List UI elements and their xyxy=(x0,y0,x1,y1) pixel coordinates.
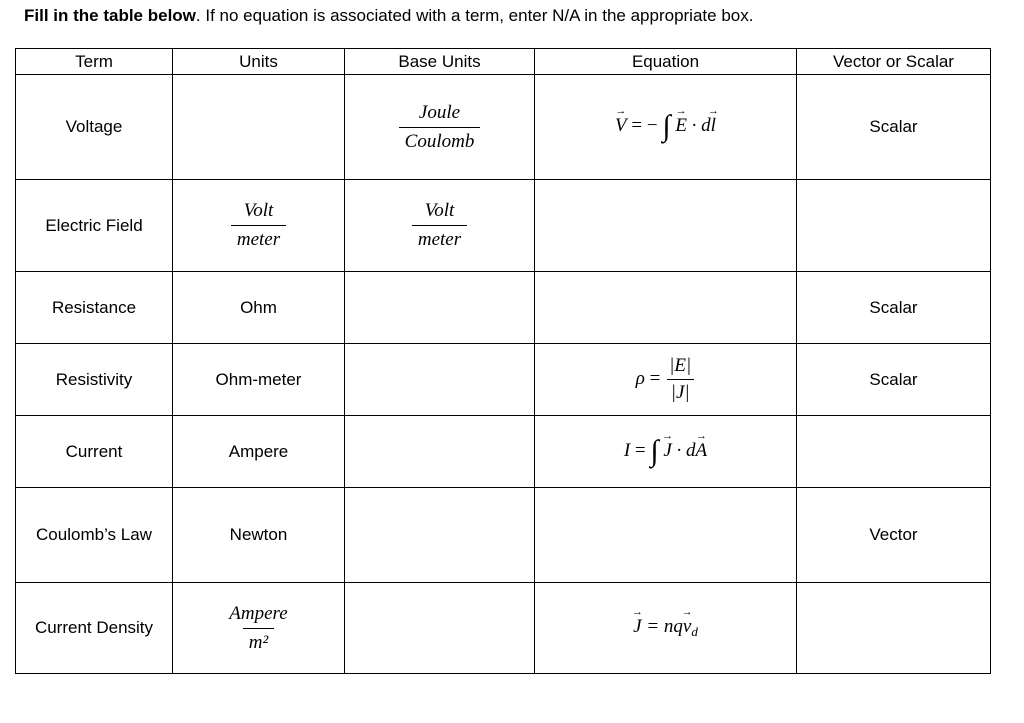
table-row xyxy=(16,583,991,674)
units-cell[interactable] xyxy=(173,583,345,674)
equation-cell[interactable] xyxy=(535,488,797,583)
table-row xyxy=(16,344,991,416)
base-units-cell[interactable] xyxy=(345,344,535,416)
dot-d: · d xyxy=(671,439,696,461)
equals-nq: = nq xyxy=(646,616,683,637)
fraction-denominator: meter xyxy=(412,225,467,251)
dot-d: · d xyxy=(686,115,711,137)
fraction-denominator: |J| xyxy=(667,379,694,404)
vector-j: J → xyxy=(663,440,671,462)
base-units-fraction xyxy=(399,102,481,153)
current-density-equation xyxy=(633,616,698,637)
fraction-denominator: Coulomb xyxy=(399,127,481,153)
term-cell: Current Density xyxy=(16,583,173,674)
equation-cell[interactable] xyxy=(535,75,797,180)
physics-table xyxy=(15,48,991,674)
base-units-cell[interactable] xyxy=(345,583,535,674)
table-row xyxy=(16,180,991,272)
base-units-cell[interactable] xyxy=(345,180,535,272)
vector-v: v → xyxy=(683,616,691,638)
base-units-cell[interactable] xyxy=(345,416,535,488)
rho-symbol: ρ xyxy=(635,367,645,389)
units-cell[interactable]: Newton xyxy=(173,488,345,583)
header-base-units: Base Units xyxy=(345,49,535,75)
base-units-cell[interactable] xyxy=(345,75,535,180)
fraction-numerator: Volt xyxy=(424,200,455,221)
type-cell[interactable]: Vector xyxy=(797,488,991,583)
base-units-fraction xyxy=(412,200,467,251)
fraction-numerator: |E| xyxy=(669,355,692,376)
equation-cell[interactable] xyxy=(535,416,797,488)
instruction-bold: Fill in the table below xyxy=(24,6,196,25)
equals-sign: = xyxy=(634,439,646,461)
fraction-denominator: meter xyxy=(231,225,286,251)
type-cell[interactable]: Scalar xyxy=(797,272,991,344)
term-cell: Coulomb’s Law xyxy=(16,488,173,583)
units-fraction xyxy=(223,603,293,654)
integral-sign: ∫ xyxy=(650,434,659,468)
term-cell: Voltage xyxy=(16,75,173,180)
header-units: Units xyxy=(173,49,345,75)
units-cell[interactable]: Ampere xyxy=(173,416,345,488)
vector-a: A → xyxy=(696,440,708,462)
current-equation xyxy=(623,434,708,468)
table-row xyxy=(16,416,991,488)
term-cell: Electric Field xyxy=(16,180,173,272)
table-row xyxy=(16,272,991,344)
type-cell[interactable] xyxy=(797,180,991,272)
units-cell[interactable]: Ohm xyxy=(173,272,345,344)
term-cell: Resistance xyxy=(16,272,173,344)
header-vector-or-scalar: Vector or Scalar xyxy=(797,49,991,75)
header-term: Term xyxy=(16,49,173,75)
fraction-numerator: Joule xyxy=(418,101,461,123)
equals-minus: = − xyxy=(631,115,658,137)
units-cell[interactable] xyxy=(173,75,345,180)
units-cell[interactable]: Ohm-meter xyxy=(173,344,345,416)
current-symbol: I xyxy=(623,439,631,461)
instruction-text xyxy=(24,6,753,26)
header-row xyxy=(16,49,991,75)
term-cell: Current xyxy=(16,416,173,488)
base-units-cell[interactable] xyxy=(345,488,535,583)
equals-sign: = xyxy=(649,367,661,389)
equation-cell[interactable] xyxy=(535,344,797,416)
units-fraction xyxy=(231,200,286,251)
fraction-denominator: m² xyxy=(243,628,274,654)
fraction-numerator: Ampere xyxy=(229,602,288,624)
equation-cell[interactable] xyxy=(535,272,797,344)
vector-l: l → xyxy=(711,115,716,137)
type-cell[interactable] xyxy=(797,583,991,674)
units-cell[interactable] xyxy=(173,180,345,272)
integral-sign: ∫ xyxy=(662,110,671,143)
header-equation: Equation xyxy=(535,49,797,75)
base-units-cell[interactable] xyxy=(345,272,535,344)
subscript-d: d xyxy=(691,624,698,639)
instruction-rest: . If no equation is associated with a term, enter N/A in the appropriate box. xyxy=(195,6,754,25)
vector-e: E → xyxy=(675,115,687,137)
vector-j: J → xyxy=(633,616,641,638)
term-cell: Resistivity xyxy=(16,344,173,416)
vector-v: V → xyxy=(615,115,627,137)
type-cell[interactable] xyxy=(797,416,991,488)
equation-cell[interactable] xyxy=(535,583,797,674)
table-row xyxy=(16,488,991,583)
type-cell[interactable]: Scalar xyxy=(797,344,991,416)
fraction-numerator: Volt xyxy=(243,200,274,221)
resistivity-fraction xyxy=(665,355,695,404)
table-row xyxy=(16,75,991,180)
voltage-equation xyxy=(615,110,716,143)
type-cell[interactable]: Scalar xyxy=(797,75,991,180)
equation-cell[interactable] xyxy=(535,180,797,272)
resistivity-equation xyxy=(635,355,695,403)
